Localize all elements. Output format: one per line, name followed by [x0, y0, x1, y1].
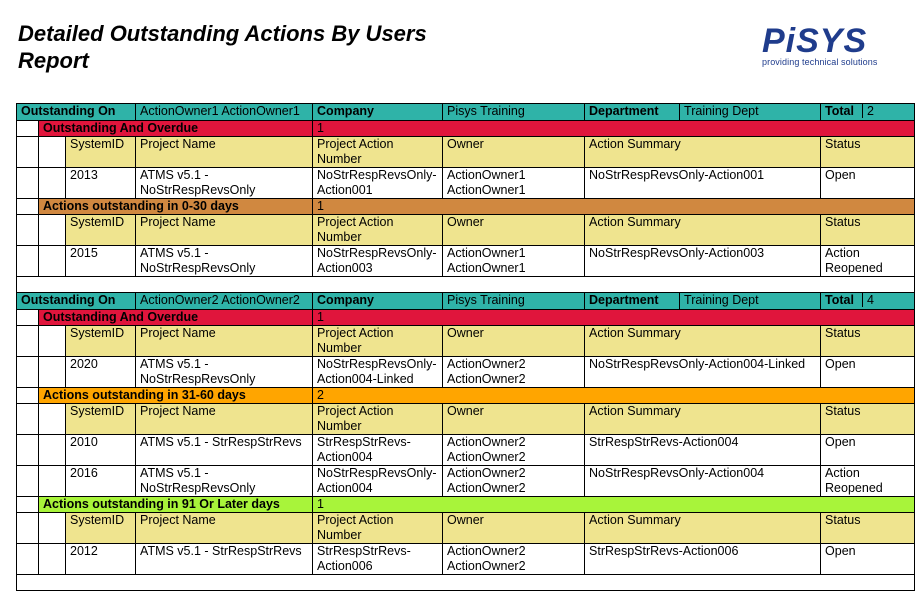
cell-status: Open — [821, 544, 915, 575]
cell-status: Action Reopened — [821, 246, 915, 277]
company-label: Company — [313, 104, 443, 121]
indent-cell — [17, 215, 39, 246]
col-owner-header: Owner — [443, 215, 585, 246]
owner-name: ActionOwner1 ActionOwner1 — [136, 104, 313, 121]
cell-systemid: 2020 — [66, 357, 136, 388]
indent-cell — [17, 435, 39, 466]
department-text: Training Dept — [684, 293, 759, 307]
owner-name: ActionOwner2 ActionOwner2 — [136, 293, 313, 310]
owner-spacer-row — [17, 575, 915, 591]
indent-cell — [39, 246, 66, 277]
group-header-row — [17, 310, 915, 326]
col-systemid-header: SystemID — [66, 513, 136, 544]
col-project-name-header: Project Name — [136, 215, 313, 246]
col-project-name-header: Project Name — [136, 404, 313, 435]
table-row — [17, 466, 915, 497]
cell-action-summary: StrRespStrRevs-Action004 — [585, 435, 821, 466]
logo-tagline: providing technical solutions — [762, 57, 878, 67]
col-action-number-header: Project Action Number — [313, 326, 443, 357]
owner-header-row — [17, 293, 915, 310]
cell-action-summary: NoStrRespRevsOnly-Action003 — [585, 246, 821, 277]
cell-status: Open — [821, 357, 915, 388]
cell-project-name: ATMS v5.1 - StrRespStrRevs — [136, 435, 313, 466]
col-project-name-header: Project Name — [136, 137, 313, 168]
indent-cell — [17, 357, 39, 388]
cell-project-name: ATMS v5.1 - NoStrRespRevsOnly — [136, 466, 313, 497]
cell-project-name: ATMS v5.1 - NoStrRespRevsOnly — [136, 168, 313, 199]
indent-cell — [17, 513, 39, 544]
cell-action-summary: NoStrRespRevsOnly-Action004-Linked — [585, 357, 821, 388]
col-action-number-header: Project Action Number — [313, 215, 443, 246]
department-label: Department — [585, 104, 680, 121]
col-owner-header: Owner — [443, 326, 585, 357]
cell-project-name: ATMS v5.1 - NoStrRespRevsOnly — [136, 357, 313, 388]
outstanding-on-label: Outstanding On — [17, 104, 136, 121]
cell-owner: ActionOwner1 ActionOwner1 — [443, 246, 585, 277]
cell-action-number: NoStrRespRevsOnly-Action003 — [313, 246, 443, 277]
cell-systemid: 2016 — [66, 466, 136, 497]
department-value — [680, 293, 821, 310]
cell-project-name: ATMS v5.1 - StrRespStrRevs — [136, 544, 313, 575]
indent-cell — [39, 357, 66, 388]
group-count: 1 — [313, 497, 915, 513]
column-header-row — [17, 326, 915, 357]
cell-systemid: 2013 — [66, 168, 136, 199]
indent-cell — [17, 310, 39, 326]
col-status-header: Status — [821, 137, 915, 168]
col-systemid-header: SystemID — [66, 404, 136, 435]
col-action-number-header: Project Action Number — [313, 137, 443, 168]
total-cell — [821, 104, 915, 121]
department-value — [680, 104, 821, 121]
col-owner-header: Owner — [443, 513, 585, 544]
col-owner-header: Owner — [443, 137, 585, 168]
group-label: Actions outstanding in 91 Or Later days — [39, 497, 313, 513]
cell-project-name: ATMS v5.1 - NoStrRespRevsOnly — [136, 246, 313, 277]
indent-cell — [39, 435, 66, 466]
department-label: Department — [585, 293, 680, 310]
col-systemid-header: SystemID — [66, 137, 136, 168]
outstanding-on-label: Outstanding On — [17, 293, 136, 310]
department-text: Training Dept — [684, 104, 759, 118]
table-row — [17, 544, 915, 575]
indent-cell — [39, 544, 66, 575]
cell-action-number: StrRespStrRevs-Action006 — [313, 544, 443, 575]
indent-cell — [39, 466, 66, 497]
table-row — [17, 357, 915, 388]
report-title — [18, 20, 427, 74]
cell-status: Open — [821, 435, 915, 466]
group-count: 1 — [313, 310, 915, 326]
spacer-cell — [17, 575, 915, 591]
company-value: Pisys Training — [443, 104, 585, 121]
indent-cell — [39, 137, 66, 168]
cell-action-summary: NoStrRespRevsOnly-Action004 — [585, 466, 821, 497]
col-status-header: Status — [821, 326, 915, 357]
table-row — [17, 168, 915, 199]
cell-owner: ActionOwner2 ActionOwner2 — [443, 466, 585, 497]
group-count: 1 — [313, 199, 915, 215]
cell-action-summary: StrRespStrRevs-Action006 — [585, 544, 821, 575]
indent-cell — [17, 326, 39, 357]
indent-cell — [39, 168, 66, 199]
cell-owner: ActionOwner2 ActionOwner2 — [443, 435, 585, 466]
cell-action-number: NoStrRespRevsOnly-Action004-Linked — [313, 357, 443, 388]
total-value: 4 — [862, 293, 874, 307]
cell-owner: ActionOwner2 ActionOwner2 — [443, 357, 585, 388]
col-action-number-header: Project Action Number — [313, 404, 443, 435]
column-header-row — [17, 513, 915, 544]
group-label: Outstanding And Overdue — [39, 121, 313, 137]
col-status-header: Status — [821, 404, 915, 435]
total-value: 2 — [862, 104, 874, 118]
indent-cell — [17, 121, 39, 137]
column-header-row — [17, 137, 915, 168]
table-row — [17, 246, 915, 277]
indent-cell — [39, 215, 66, 246]
cell-status: Action Reopened — [821, 466, 915, 497]
pisys-logo-mark — [760, 22, 900, 58]
group-label: Actions outstanding in 0-30 days — [39, 199, 313, 215]
group-count: 1 — [313, 121, 915, 137]
col-action-number-header: Project Action Number — [313, 513, 443, 544]
indent-cell — [17, 168, 39, 199]
indent-cell — [17, 544, 39, 575]
cell-action-summary: NoStrRespRevsOnly-Action001 — [585, 168, 821, 199]
total-label: Total — [825, 104, 854, 118]
group-header-row — [17, 199, 915, 215]
indent-cell — [17, 199, 39, 215]
cell-owner: ActionOwner1 ActionOwner1 — [443, 168, 585, 199]
group-header-row — [17, 121, 915, 137]
outstanding-actions-table — [16, 103, 915, 591]
indent-cell — [39, 404, 66, 435]
logo-wordmark: PiSYS — [762, 22, 868, 58]
cell-systemid: 2010 — [66, 435, 136, 466]
column-header-row — [17, 215, 915, 246]
cell-action-number: StrRespStrRevs-Action004 — [313, 435, 443, 466]
group-label: Actions outstanding in 31-60 days — [39, 388, 313, 404]
group-header-row — [17, 497, 915, 513]
report-title-line2: Report — [18, 48, 89, 73]
group-label: Outstanding And Overdue — [39, 310, 313, 326]
total-label: Total — [825, 293, 854, 307]
col-owner-header: Owner — [443, 404, 585, 435]
indent-cell — [17, 246, 39, 277]
owner-header-row — [17, 104, 915, 121]
col-action-summary-header: Action Summary — [585, 404, 821, 435]
cell-action-number: NoStrRespRevsOnly-Action004 — [313, 466, 443, 497]
indent-cell — [17, 388, 39, 404]
cell-systemid: 2015 — [66, 246, 136, 277]
company-value: Pisys Training — [443, 293, 585, 310]
table-row — [17, 435, 915, 466]
indent-cell — [17, 404, 39, 435]
column-header-row — [17, 404, 915, 435]
col-project-name-header: Project Name — [136, 326, 313, 357]
indent-cell — [17, 466, 39, 497]
col-action-summary-header: Action Summary — [585, 513, 821, 544]
col-status-header: Status — [821, 513, 915, 544]
owner-spacer-row — [17, 277, 915, 293]
report-title-line1: Detailed Outstanding Actions By Users — [18, 21, 427, 46]
col-status-header: Status — [821, 215, 915, 246]
col-action-summary-header: Action Summary — [585, 326, 821, 357]
total-cell — [821, 293, 915, 310]
cell-systemid: 2012 — [66, 544, 136, 575]
col-systemid-header: SystemID — [66, 215, 136, 246]
cell-action-number: NoStrRespRevsOnly-Action001 — [313, 168, 443, 199]
group-header-row — [17, 388, 915, 404]
col-action-summary-header: Action Summary — [585, 137, 821, 168]
cell-owner: ActionOwner2 ActionOwner2 — [443, 544, 585, 575]
spacer-cell — [17, 277, 915, 293]
col-project-name-header: Project Name — [136, 513, 313, 544]
company-label: Company — [313, 293, 443, 310]
cell-status: Open — [821, 168, 915, 199]
indent-cell — [17, 497, 39, 513]
col-systemid-header: SystemID — [66, 326, 136, 357]
indent-cell — [39, 326, 66, 357]
report-body — [17, 104, 915, 591]
col-action-summary-header: Action Summary — [585, 215, 821, 246]
indent-cell — [39, 513, 66, 544]
indent-cell — [17, 137, 39, 168]
group-count: 2 — [313, 388, 915, 404]
